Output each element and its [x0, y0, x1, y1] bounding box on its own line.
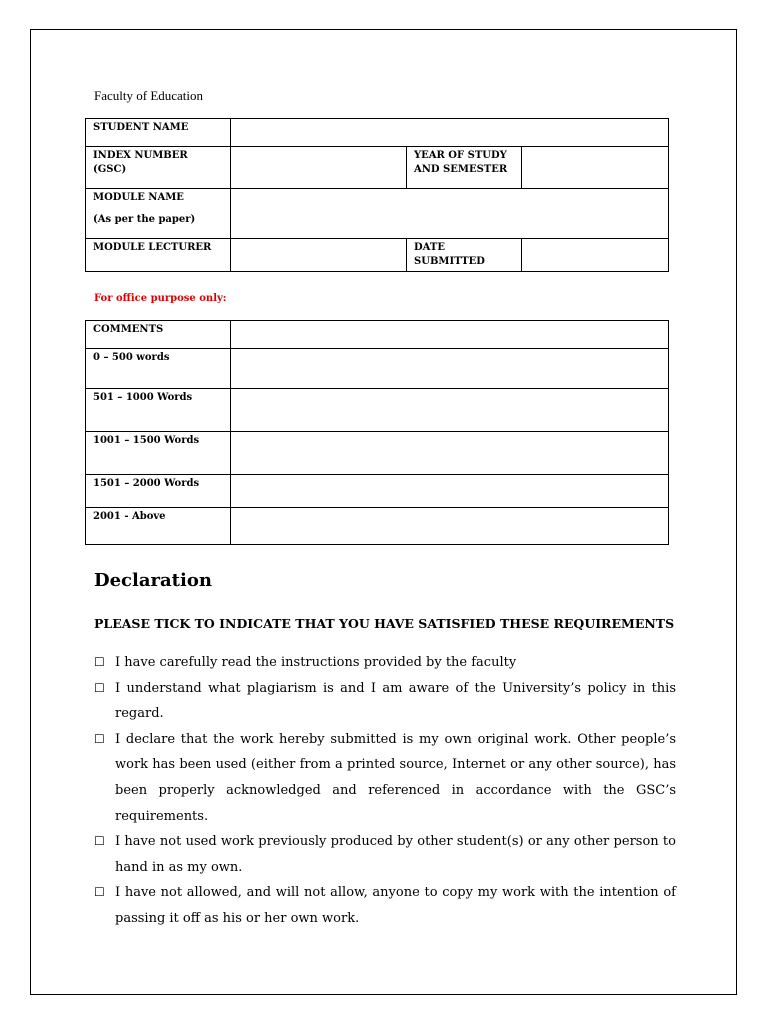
checkbox-icon[interactable]: ☐ [94, 834, 105, 849]
requirement-text: I understand what plagiarism is and I am aware of the University’s policy in this regard. [115, 680, 676, 722]
word-range-field[interactable] [231, 349, 669, 389]
declaration-title: Declaration [94, 570, 212, 591]
date-submitted-label: DATE SUBMITTED [407, 239, 522, 272]
word-range-field[interactable] [231, 475, 669, 508]
word-range-label: 0 – 500 words [86, 349, 231, 389]
comments-label: COMMENTS [86, 321, 231, 349]
requirement-text: I have carefully read the instructions provided by the faculty [115, 655, 517, 670]
comments-field[interactable] [231, 321, 669, 349]
checkbox-icon[interactable]: ☐ [94, 885, 105, 900]
date-submitted-field[interactable] [522, 239, 669, 272]
word-range-label: 1001 – 1500 Words [86, 432, 231, 475]
checkbox-icon[interactable]: ☐ [94, 680, 105, 695]
student-name-field[interactable] [231, 119, 669, 147]
requirement-item [94, 676, 676, 727]
module-lecturer-label: MODULE LECTURER [86, 239, 231, 272]
word-range-label: 501 – 1000 Words [86, 389, 231, 432]
word-range-field[interactable] [231, 432, 669, 475]
checkbox-icon[interactable]: ☐ [94, 731, 105, 746]
faculty-heading: Faculty of Education [94, 88, 204, 103]
word-range-field[interactable] [231, 389, 669, 432]
requirement-item [94, 727, 676, 829]
office-purpose-label: For office purpose only: [94, 293, 227, 304]
word-range-field[interactable] [231, 508, 669, 545]
requirement-text: I have not allowed, and will not allow, anyone to copy my work with the intention of passing it off as his or her own work. [115, 885, 676, 926]
module-name-label-cell [86, 189, 231, 239]
requirement-item [94, 650, 676, 676]
year-semester-field[interactable] [522, 147, 669, 189]
index-number-label: INDEX NUMBER (GSC) [86, 147, 231, 189]
requirement-item [94, 829, 676, 880]
requirement-text: I declare that the work hereby submitted is my own original work. Other people’s work has been used (either from a printed source, Internet or any other source), has been properly acknowledged and referenced in accordance with the GSC’s requirements. [115, 731, 676, 824]
requirements-list [94, 650, 676, 932]
module-name-field[interactable] [231, 189, 669, 239]
office-table [85, 320, 669, 545]
requirement-item [94, 880, 676, 931]
module-name-note: (As per the paper) [93, 214, 196, 225]
module-name-label: MODULE NAME [93, 192, 184, 203]
declaration-instruction: PLEASE TICK TO INDICATE THAT YOU HAVE SATISFIED THESE REQUIREMENTS [94, 616, 675, 631]
requirement-text: I have not used work previously produced by other student(s) or any other person to hand in as my own. [115, 834, 676, 875]
checkbox-icon[interactable]: ☐ [94, 655, 105, 669]
year-semester-label: YEAR OF STUDY AND SEMESTER [407, 147, 522, 189]
word-range-label: 1501 – 2000 Words [86, 475, 231, 508]
index-number-field[interactable] [231, 147, 407, 189]
student-info-table [85, 118, 669, 272]
student-name-label: STUDENT NAME [86, 119, 231, 147]
word-range-label: 2001 - Above [86, 508, 231, 545]
module-lecturer-field[interactable] [231, 239, 407, 272]
